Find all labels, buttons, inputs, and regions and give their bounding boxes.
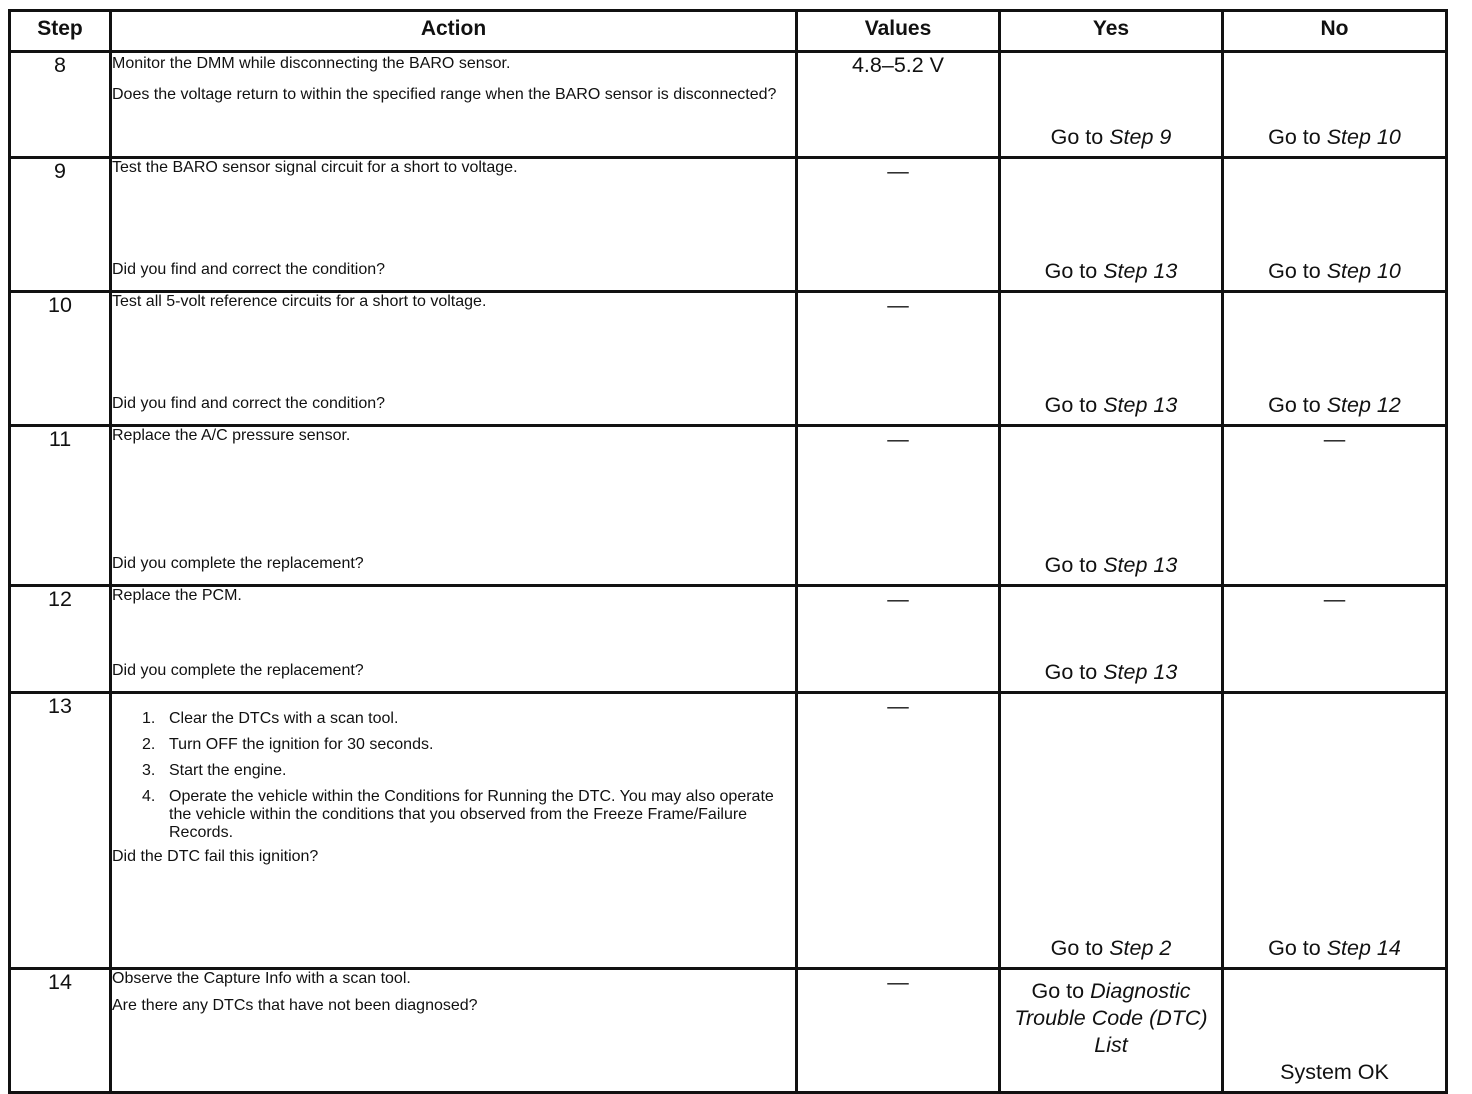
yes-cell xyxy=(1000,693,1223,969)
list-item: 3. Start the engine. xyxy=(142,762,287,779)
yes-cell xyxy=(1000,969,1223,1093)
table-row xyxy=(10,158,1447,292)
action-cell xyxy=(111,426,797,586)
action-question: Did you complete the replacement? xyxy=(112,662,364,679)
action-question: Did the DTC fail this ignition? xyxy=(112,848,319,865)
action-cell xyxy=(111,52,797,158)
list-item: 2. Turn OFF the ignition for 30 seconds. xyxy=(142,736,434,753)
goto-prefix: Go to xyxy=(1044,259,1104,283)
step-number: 10 xyxy=(10,292,111,426)
system-ok-text: System OK xyxy=(1280,1060,1389,1084)
action-cell xyxy=(111,693,797,969)
yes-step-link[interactable]: Step 9 xyxy=(1109,125,1172,149)
no-step-link[interactable]: Step 10 xyxy=(1326,259,1401,283)
action-text: Test the BARO sensor signal circuit for a short to voltage. xyxy=(112,159,518,176)
action-text: Replace the A/C pressure sensor. xyxy=(112,427,351,444)
step-number: 13 xyxy=(10,693,111,969)
table-row xyxy=(10,586,1447,693)
table-row xyxy=(10,292,1447,426)
procedure-list xyxy=(112,710,795,842)
action-cell xyxy=(111,158,797,292)
value-cell: — xyxy=(797,586,1000,693)
step-number: 8 xyxy=(10,52,111,158)
yes-step-link[interactable]: Step 13 xyxy=(1103,553,1178,577)
yes-step-link[interactable]: Step 2 xyxy=(1109,936,1172,960)
value-cell: — xyxy=(797,292,1000,426)
goto-prefix: Go to xyxy=(1031,979,1091,1003)
action-cell xyxy=(111,586,797,693)
action-question: Did you complete the replacement? xyxy=(112,555,364,572)
no-step-link[interactable]: Step 12 xyxy=(1326,393,1401,417)
action-cell xyxy=(111,292,797,426)
diagnostic-table xyxy=(8,9,1448,1094)
goto-prefix: Go to xyxy=(1268,393,1327,417)
header-no: No xyxy=(1223,11,1447,52)
no-cell xyxy=(1223,292,1447,426)
header-row xyxy=(10,11,1447,52)
action-question: Did you find and correct the condition? xyxy=(112,395,386,412)
step-number: 14 xyxy=(10,969,111,1093)
action-text: Replace the PCM. xyxy=(112,587,242,604)
table-row xyxy=(10,52,1447,158)
goto-prefix: Go to xyxy=(1268,259,1327,283)
goto-prefix: Go to xyxy=(1268,125,1327,149)
dtc-list-link[interactable]: Diagnostic Trouble Code (DTC) List xyxy=(1014,979,1208,1057)
action-text: Observe the Capture Info with a scan tool. xyxy=(112,970,411,987)
header-step: Step xyxy=(10,11,111,52)
table-row xyxy=(10,969,1447,1093)
no-cell xyxy=(1223,969,1447,1093)
goto-prefix: Go to xyxy=(1050,936,1110,960)
value-cell: — xyxy=(797,158,1000,292)
no-step-link[interactable]: Step 10 xyxy=(1326,125,1401,149)
goto-prefix: Go to xyxy=(1044,393,1104,417)
no-step-link[interactable]: Step 14 xyxy=(1326,936,1401,960)
yes-step-link[interactable]: Step 13 xyxy=(1103,393,1178,417)
action-cell xyxy=(111,969,797,1093)
action-question: Does the voltage return to within the specified range when the BARO sensor is disconnected? xyxy=(112,86,777,103)
list-item: 4. Operate the vehicle within the Conditions for Running the DTC. You may also operate the vehicle within the conditions that you observed from the Freeze Frame/Failure Records. xyxy=(142,788,774,841)
value-cell: — xyxy=(797,969,1000,1093)
list-item: 1. Clear the DTCs with a scan tool. xyxy=(142,710,399,727)
goto-prefix: Go to xyxy=(1044,660,1104,684)
action-question: Are there any DTCs that have not been diagnosed? xyxy=(112,997,478,1014)
table-row xyxy=(10,426,1447,586)
action-text: Monitor the DMM while disconnecting the BARO sensor. xyxy=(112,55,511,72)
header-action: Action xyxy=(111,11,797,52)
yes-cell xyxy=(1000,52,1223,158)
no-cell xyxy=(1223,693,1447,969)
step-number: 12 xyxy=(10,586,111,693)
yes-step-link[interactable]: Step 13 xyxy=(1103,259,1178,283)
goto-prefix: Go to xyxy=(1044,553,1104,577)
step-number: 9 xyxy=(10,158,111,292)
action-question: Did you find and correct the condition? xyxy=(112,261,386,278)
no-cell xyxy=(1223,52,1447,158)
no-cell: — xyxy=(1223,426,1447,586)
header-yes: Yes xyxy=(1000,11,1223,52)
no-cell xyxy=(1223,158,1447,292)
goto-prefix: Go to xyxy=(1050,125,1110,149)
step-number: 11 xyxy=(10,426,111,586)
yes-cell xyxy=(1000,426,1223,586)
yes-cell xyxy=(1000,292,1223,426)
goto-prefix: Go to xyxy=(1268,936,1327,960)
yes-step-link[interactable]: Step 13 xyxy=(1103,660,1178,684)
no-cell: — xyxy=(1223,586,1447,693)
yes-cell xyxy=(1000,586,1223,693)
table-row xyxy=(10,693,1447,969)
value-cell: — xyxy=(797,693,1000,969)
value-cell: — xyxy=(797,426,1000,586)
yes-cell xyxy=(1000,158,1223,292)
action-text: Test all 5-volt reference circuits for a short to voltage. xyxy=(112,293,487,310)
header-values: Values xyxy=(797,11,1000,52)
value-cell: 4.8–5.2 V xyxy=(797,52,1000,158)
